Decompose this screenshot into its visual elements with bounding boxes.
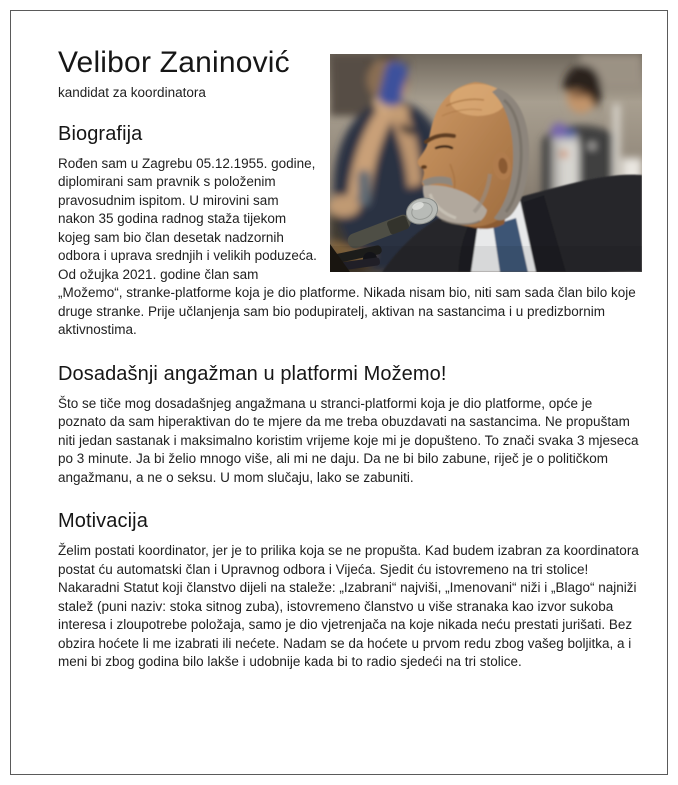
- section-heading-motivacija: Motivacija: [58, 510, 148, 533]
- candidate-photo-illustration: [330, 54, 642, 272]
- photo-vignette: [330, 246, 642, 272]
- candidate-name-title: Velibor Zaninović: [58, 46, 290, 79]
- section-heading-biografija: Biografija: [58, 122, 143, 145]
- section-dosadasnji-angazman: [58, 363, 642, 488]
- candidate-role-subtitle: kandidat za koordinatora: [58, 84, 206, 100]
- section-body-dosadasnji-angazman: Što se tiče mog dosadašnjeg angažmana u stranci-platformi koja je dio platforme, opće je poznato da sam hiperaktivan do te mjere da me treba obuzdavati na sastancima. Ne propuštam niti jedan sastanak i maksimalno koristim vrijeme koje mi je dopušteno. To znači svaka 3 mjeseca po 3 minute. Ja bi želio mnogo više, ali mi ne daju. Da ne bi bilo zabune, riječ je o političkom angažmanu, a ne o seksu. U mom slučaju, lako se zabuniti.: [58, 395, 639, 485]
- section-body-motivacija: Želim postati koordinator, jer je to prilika koja se ne propušta. Kad budem izabran za koordinatora postat ću automatski član i Upravnog odbora i Vijeća. Sjedit ću istovremeno na tri stolice! Nakaradni Statut koji članstvo dijeli na staleže: „Izabrani“ najviši, „Imenovani“ niži i „Blago“ najniži stalež (puni naziv: stoka sitnog zuba), istovremeno članstvo u više stranaka kao izvor sukoba interesa i zloupotrebe položaja, samo je dio vjetrenjača na koje nikada neću prestati jurišati. Bez obzira hoćete li me izabrati ili nećete. Nadam se da hoćete u prvom redu zbog vašeg boljitka, a i meni bi zbog godina bilo lakše i udobnije kada bi to radio sjedeći na tri stolice.: [58, 543, 639, 670]
- candidate-photo: [330, 54, 642, 272]
- section-heading-dosadasnji-angazman: Dosadašnji angažman u platformi Možemo!: [58, 362, 447, 385]
- section-body-biografija: Rođen sam u Zagrebu 05.12.1955. godine, diplomirani sam pravnik s položenim pravosudnim ispitom. U mirovini sam nakon 35 godina radnog staža tijekom kojeg sam bio član desetak nadzornih odbora i uprava srednjih i velikih poduzeća. Od ožujka 2021. godine član sam „Možemo“, stranke-platforme koja je dio platforme. Nikada nisam bio, niti sam sada član bilo koje druge stranke. Prije učlanjenja sam bio podupiratelj, aktivan na sastancima i u predizbornim aktivnostima.: [58, 155, 636, 338]
- section-motivacija: [58, 510, 642, 672]
